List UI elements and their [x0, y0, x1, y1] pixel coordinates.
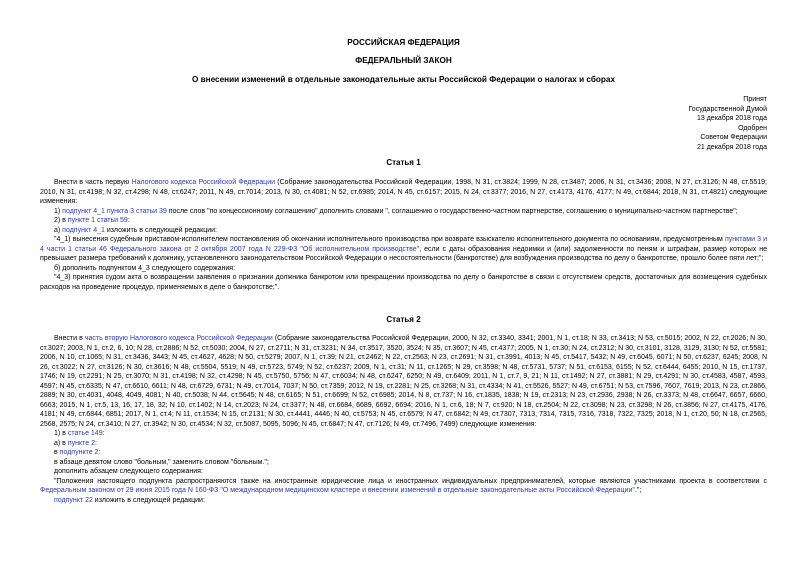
subparagraph-22-link[interactable]: подпункт 22	[54, 496, 93, 504]
medical-cluster-law-link[interactable]: Федеральным законом от 29 июня 2015 года N 160-ФЗ "О международном медицинском кластере и внесении изменений в отдельные законодательные акты Российской Федерации"	[40, 487, 635, 494]
item-2b: б) дополнить подпунктом 4_3 следующего содержания:	[54, 264, 236, 272]
text: "4_1) вынесения судебным приставом-исполнителем постановления об окончании исполнительного производства при возврате взыскателю исполнительного документа по основаниям, предусмотренным	[54, 236, 725, 243]
item-2a	[40, 226, 767, 236]
text: :	[127, 217, 130, 224]
replace-instruction: в абзаце девятом слово "больным," заменить словом "больным.";	[54, 458, 269, 466]
text: 1)	[54, 207, 63, 215]
law-title: О внесении изменений в отдельные законодательные акты Российской Федерации о налогах и сборах	[191, 75, 616, 84]
text: а) в	[54, 439, 68, 447]
article-149-link[interactable]: статье 149	[67, 430, 103, 437]
text: .";	[634, 487, 642, 494]
point-2-link[interactable]: пункте 2	[67, 439, 95, 447]
acceptance-line: 13 декабря 2018 года	[696, 115, 767, 122]
federation-heading: РОССИЙСКАЯ ФЕДЕРАЦИЯ	[347, 38, 460, 47]
text: изложить в следующей редакции:	[104, 226, 217, 234]
quote-4-3: "4_3) принятия судом акта о возвращении заявления о признании должника банкротом или прекращении производства по делу о банкротстве в связи с отсутствием средств, достаточных для возмещения судебных расходов на проведение процедур, применяемых в деле о банкротстве;".	[40, 274, 767, 291]
add-instruction: дополнить абзацем следующего содержания:	[54, 468, 203, 475]
article-2-intro	[40, 334, 767, 429]
article-2-body	[40, 334, 767, 505]
enforcement-law-link[interactable]: пунктами 3 и 4 части 1 статьи 46 Федерального закона от 2 октября 2007 года N 229-ФЗ "Об исполнительном производстве"	[40, 236, 767, 253]
acceptance-line: 21 декабря 2018 года	[696, 143, 767, 151]
text: :	[95, 439, 97, 447]
text: 2) в	[54, 217, 68, 224]
quote-4-1	[40, 235, 767, 264]
subparagraph-2	[40, 448, 767, 458]
item-2	[40, 216, 767, 226]
item-1	[40, 207, 767, 217]
law-type-heading: ФЕДЕРАЛЬНЫЙ ЗАКОН	[355, 56, 452, 65]
subparagraph-2-link[interactable]: подпункте 2	[59, 449, 99, 456]
text: (Собрание законодательства Российской Федерации, 1998, N 31, ст.3824; 1999, N 28, ст.3487; 2006, N 31, ст.3436; 2008, N 27, ст.3126; N 48, ст.5519; 2010, N 31, ст.4198; N 32, ст.4298; N 48, ст.6247; 2011, N 49, ст.7014; 2013, N 30, ст.4081; N 52, ст.6985; 2014, N 45, ст.6157; 2015, N 24, ст.3377; 2016, N 27, ст.4173, 4176, 4177; N 49, ст.6844; 2018, N 31, ст.4821) следующие изменения:	[40, 179, 767, 205]
text: "Положения настоящего подпункта распространяются также на иностранные юридические лица и иностранных индивидуальных предпринимателей, которые являются участниками проекта в соответствии с	[54, 477, 767, 485]
item-1a	[40, 439, 767, 449]
quote-foreign-entities	[40, 477, 767, 496]
text: :	[102, 430, 105, 437]
text: а)	[54, 226, 63, 234]
acceptance-line: Принят	[743, 96, 767, 103]
subparagraph-link[interactable]: подпункт 4_1 пункта 3 статьи 39	[62, 207, 167, 215]
tax-code-part2-link[interactable]: часть вторую Налогового кодекса Российской Федерации	[84, 335, 273, 342]
text: после слов "по концессионному соглашению" дополнить словами ", соглашению о государственно-частном партнерстве, соглашению о муниципально-частном партнерстве";	[166, 207, 738, 215]
subparagraph-4-1-link[interactable]: подпункт 4_1	[62, 226, 105, 234]
item-1	[40, 429, 767, 439]
subparagraph-22	[40, 496, 767, 506]
text: :	[98, 449, 101, 456]
text: изложить в следующей редакции:	[92, 496, 205, 504]
acceptance-line: Советом Федерации	[700, 134, 767, 141]
tax-code-link[interactable]: Налогового кодекса Российской Федерации	[131, 179, 276, 186]
text: Внести в	[54, 335, 85, 342]
article-1-body	[40, 178, 767, 292]
acceptance-line: Государственной Думой	[688, 105, 767, 113]
acceptance-block	[688, 95, 767, 152]
text: Внести в часть первую	[54, 179, 132, 186]
text: , если с даты образования недоимки и (или) задолженности по пеням и штрафам, размер которых не превышает размера требований к должнику, установленного законодательством Российской Федерации о несостоятельности (банкротстве) для возбуждения производства по делу о банкротстве, прошло более пяти лет;";	[40, 245, 767, 262]
article-59-link[interactable]: пункте 1 статьи 59	[67, 217, 128, 224]
text: (Собрание законодательства Российской Федерации, 2000, N 32, ст.3340, 3341; 2001, N 1, ст.18; N 33, ст.3413; N 53, ст.5015; 2002, N 22, ст.2026; N 30, ст.3027; 2003, N 1, ст.2, 6, 10; N 28, ст.2886; N 52, ст.5030; 2004, N 27, ст.2711; N 31, ст.3231; N 34, ст.3517, 3520, 3524; N 35, ст.3607; N 45, ст.4377; 2005, N 1, ст.30; N 24, ст.2312; N 30, ст.3101, 3128, 3129, 3130; N 52, ст.5581; 2006, N 10, ст.1065; N 31, ст.3436, 3443; N 45, ст.4627, 4628; N 50, ст.5279; 2007, N 1, ст.39; N 21, ст.2462; N 22, ст.2563; N 23, ст.2691; N 31, ст.3991, 4013; N 45, ст.5417, 5432; N 49, ст.6045, 6071; N 50, ст.6237, 6245; 2008, N 26, ст.3022; N 27, ст.3126; N 30, ст.3616; N 48, ст.5504, 5519; N 49, ст.5723, 5749; N 52, ст.6237; 2009, N 1, ст.31; N 11, ст.1265; N 29, ст.3598; N 48, ст.5731, 5737; N 51, ст.6153, 6155; N 52, ст.6444, 6455; 2010, N 15, ст.1737, 1746; N 19, ст.2291; N 25, ст.3070; N 31, ст.4198; N 32, ст.4298; N 45, ст.5750, 5756; N 47, ст.6034; N 48, ст.6247, 6250; N 49, ст.6409; 2011, N 1, ст.7, 9, 21; N 11, ст.1492; N 27, ст.3881; N 29, ст.4291; N 30, ст.4583, 4587, 4593, 4597; N 45, ст.6335; N 47, ст.6610, 6611; N 48, ст.6729, 6731; N 49, ст.7014, 7037; N 50, ст.7359; 2012, N 19, ст.2281; N 25, ст.3268; N 31, ст.4334; N 41, ст.5526, 5527; N 49, ст.6751; N 53, ст.7596, 7607, 7619; 2013, N 23, ст.2866, 2889; N 30, ст.4031, 4048, 4049, 4081; N 40, ст.5038; N 44, ст.5645; N 48, ст.6165; N 51, ст.6699; N 52, ст.6985; 2014, N 8, ст.737; N 16, ст.1835, 1838; N 19, ст.2313; N 23, ст.2936, 2938; N 26, ст.3373; N 48, ст.6647, 6657, 6660, 6663; 2015, N 1, ст.5, 13, 16, 17, 18, 32; N 10, ст.1402; N 14, ст.2023; N 24, ст.3377; N 48, ст.6684, 6689, 6692, 6694; 2016, N 1, ст.6, 18; N 7, ст.920; N 18, ст.2504; N 22, ст.3098; N 23, ст.3298; N 26, ст.3856; N 27, ст.4175, 4176, 4181; N 49, ст.6844, 6851; 2017, N 1, ст.4; N 11, ст.1534; N 15, ст.2131; N 30, ст.4441, 4446; N 40, ст.5753; N 45, ст.6579; N 47, ст.6842; N 49, ст.7307, 7313, 7314, 7315, 7316, 7318, 7322, 7325; 2018, N 1, ст.20, 50; N 18, ст.2565, 2568, 2575; N 24, ст.3410; N 27, ст.3942; N 30, ст.4534; N 32, ст.5087, 5095, 5096; N 45, ст.6847; N 47, ст.7126; N 49, ст.7496, 7499) следующие изменения:	[40, 335, 767, 428]
text: в	[54, 449, 60, 456]
article-1-heading: Статья 1	[386, 158, 421, 167]
article-2-heading: Статья 2	[386, 315, 421, 324]
text: 1) в	[54, 430, 68, 437]
acceptance-line: Одобрен	[738, 124, 767, 132]
article-1-intro	[40, 178, 767, 207]
